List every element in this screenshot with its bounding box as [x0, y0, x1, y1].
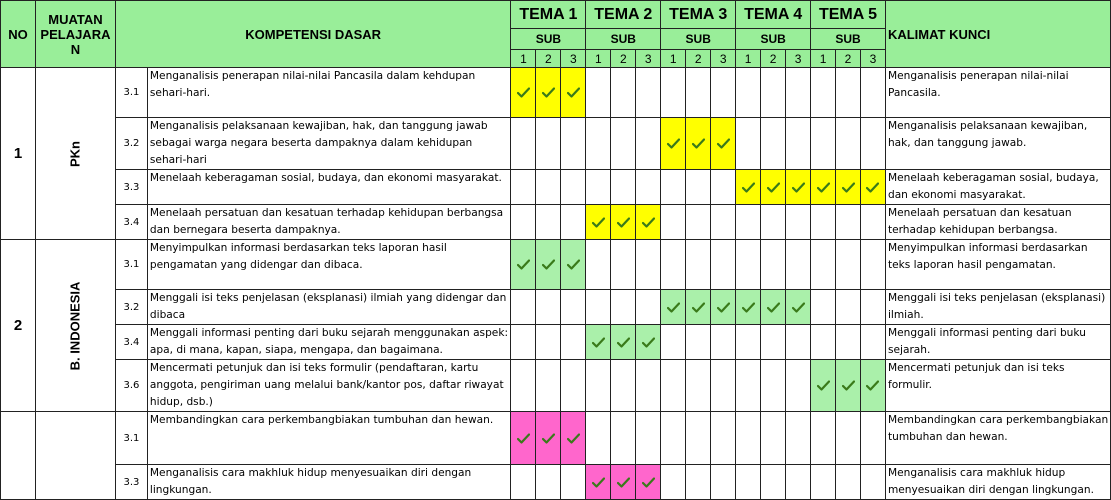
sub-tema-cell [711, 360, 736, 412]
sub-tema-cell [636, 68, 661, 118]
sub-tema-cell [711, 240, 736, 290]
sub-tema-cell [611, 325, 636, 360]
sub-tema-cell [511, 240, 536, 290]
checkmark-icon [592, 337, 605, 348]
sub-tema-cell [736, 290, 761, 325]
sub-tema-cell [786, 325, 811, 360]
sub-tema-cell [511, 412, 536, 465]
checkmark-icon [642, 217, 655, 228]
checkmark-icon [592, 477, 605, 488]
sub-tema-cell [511, 68, 536, 118]
sub-tema-cell [761, 325, 786, 360]
header-sub-number: 1 [586, 50, 611, 68]
sub-tema-cell [561, 118, 586, 170]
checkmark-icon [642, 477, 655, 488]
sub-tema-cell [661, 412, 686, 465]
sub-tema-cell [761, 412, 786, 465]
header-sub-number: 1 [661, 50, 686, 68]
sub-tema-cell [811, 412, 836, 465]
sub-tema-cell [811, 68, 836, 118]
checkmark-icon [717, 138, 730, 149]
sub-tema-cell [861, 240, 886, 290]
sub-tema-cell [561, 68, 586, 118]
sub-tema-cell [611, 118, 636, 170]
sub-tema-cell [711, 412, 736, 465]
sub-tema-cell [661, 205, 686, 240]
kd-number: 3.3 [115, 465, 147, 500]
kd-number: 3.1 [115, 68, 147, 118]
sub-tema-cell [511, 325, 536, 360]
header-sub-number: 3 [711, 50, 736, 68]
sub-tema-cell [661, 170, 686, 205]
sub-tema-cell [586, 290, 611, 325]
sub-tema-cell [661, 118, 686, 170]
sub-tema-cell [861, 205, 886, 240]
sub-tema-cell [786, 412, 811, 465]
sub-tema-cell [761, 465, 786, 500]
header-sub-tema-5: SUB [811, 29, 886, 50]
checkmark-icon [517, 433, 530, 444]
sub-tema-cell [836, 68, 861, 118]
sub-tema-cell [586, 325, 611, 360]
checkmark-icon [742, 302, 755, 313]
sub-tema-cell [861, 412, 886, 465]
sub-tema-cell [861, 118, 886, 170]
sub-tema-cell [661, 360, 686, 412]
checkmark-icon [842, 380, 855, 391]
checkmark-icon [866, 380, 879, 391]
sub-tema-cell [811, 240, 836, 290]
sub-tema-cell [636, 170, 661, 205]
kd-number: 3.6 [115, 360, 147, 412]
kd-description: Menelaah keberagaman sosial, budaya, dan ekonomi masyarakat. [147, 170, 511, 205]
checkmark-icon [717, 302, 730, 313]
sub-tema-cell [686, 290, 711, 325]
sub-tema-cell [561, 205, 586, 240]
sub-tema-cell [586, 360, 611, 412]
header-sub-number: 2 [836, 50, 861, 68]
header-sub-number: 1 [736, 50, 761, 68]
table-row [1, 68, 1111, 118]
sub-tema-cell [611, 360, 636, 412]
kd-description: Mencermati petunjuk dan isi teks formulir (pendaftaran, kartu anggota, pengiriman uang melalui bank/kantor pos, daftar riwayat hidup, dsb.) [147, 360, 511, 412]
sub-tema-cell [811, 325, 836, 360]
sub-tema-cell [586, 170, 611, 205]
sub-tema-cell [561, 360, 586, 412]
table-row [1, 290, 1111, 325]
sub-tema-cell [861, 465, 886, 500]
sub-tema-cell [561, 325, 586, 360]
checkmark-icon [567, 87, 580, 98]
sub-tema-cell [836, 118, 861, 170]
sub-tema-cell [761, 68, 786, 118]
header-tema-3: TEMA 3 [661, 1, 736, 29]
sub-tema-cell [586, 205, 611, 240]
sub-tema-cell [611, 170, 636, 205]
sub-tema-cell [511, 360, 536, 412]
header-muatan-pelajaran: MUATAN PELAJARA N [35, 1, 115, 68]
checkmark-icon [642, 337, 655, 348]
sub-tema-cell [561, 170, 586, 205]
checkmark-icon [667, 302, 680, 313]
sub-tema-cell [561, 465, 586, 500]
row-number: 1 [1, 68, 36, 240]
kalimat-kunci: Menganalisis penerapan nilai-nilai Pancasila. [885, 68, 1110, 118]
sub-tema-cell [711, 465, 736, 500]
sub-tema-cell [861, 290, 886, 325]
checkmark-icon [817, 380, 830, 391]
kalimat-kunci: Menganalisis pelaksanaan kewajiban, hak, dan tanggung jawab. [885, 118, 1110, 170]
header-sub-tema-4: SUB [736, 29, 811, 50]
kd-description: Menganalisis pelaksanaan kewajiban, hak, dan tanggung jawab sebagai warga negara beserta dampaknya dalam kehidupan sehari-hari [147, 118, 511, 170]
sub-tema-cell [636, 360, 661, 412]
table-row [1, 412, 1111, 465]
sub-tema-cell [511, 118, 536, 170]
sub-tema-cell [511, 465, 536, 500]
sub-tema-cell [536, 412, 561, 465]
sub-tema-cell [511, 170, 536, 205]
checkmark-icon [542, 259, 555, 270]
header-sub-number: 2 [611, 50, 636, 68]
sub-tema-cell [836, 360, 861, 412]
sub-tema-cell [661, 68, 686, 118]
sub-tema-cell [536, 118, 561, 170]
sub-tema-cell [611, 205, 636, 240]
header-sub-number: 3 [561, 50, 586, 68]
kd-number: 3.2 [115, 118, 147, 170]
sub-tema-cell [711, 170, 736, 205]
sub-tema-cell [811, 290, 836, 325]
sub-tema-cell [586, 412, 611, 465]
sub-tema-cell [611, 240, 636, 290]
sub-tema-cell [636, 205, 661, 240]
sub-tema-cell [611, 465, 636, 500]
subject-cell [35, 68, 115, 240]
sub-tema-cell [836, 205, 861, 240]
sub-tema-cell [636, 240, 661, 290]
sub-tema-cell [761, 205, 786, 240]
sub-tema-cell [586, 68, 611, 118]
checkmark-icon [866, 182, 879, 193]
sub-tema-cell [711, 205, 736, 240]
sub-tema-cell [536, 205, 561, 240]
sub-tema-cell [786, 68, 811, 118]
kd-number: 3.1 [115, 412, 147, 465]
checkmark-icon [792, 182, 805, 193]
subject-label: B. INDONESIA [67, 281, 83, 370]
subject-cell [35, 412, 115, 500]
sub-tema-cell [736, 68, 761, 118]
checkmark-icon [617, 337, 630, 348]
sub-tema-cell [636, 290, 661, 325]
sub-tema-cell [711, 118, 736, 170]
sub-tema-cell [611, 412, 636, 465]
checkmark-icon [842, 182, 855, 193]
checkmark-icon [517, 87, 530, 98]
sub-tema-cell [636, 465, 661, 500]
sub-tema-cell [536, 360, 561, 412]
sub-tema-cell [836, 325, 861, 360]
kalimat-kunci: Menelaah persatuan dan kesatuan terhadap kehidupan berbangsa. [885, 205, 1110, 240]
kd-description: Menganalisis cara makhluk hidup menyesuaikan diri dengan lingkungan. [147, 465, 511, 500]
header-tema-5: TEMA 5 [811, 1, 886, 29]
sub-tema-cell [736, 465, 761, 500]
kd-number: 3.1 [115, 240, 147, 290]
sub-tema-cell [536, 325, 561, 360]
checkmark-icon [592, 217, 605, 228]
header-no: NO [1, 1, 36, 68]
table-row [1, 118, 1111, 170]
header-kompetensi-dasar: KOMPETENSI DASAR [115, 1, 511, 68]
sub-tema-cell [561, 290, 586, 325]
sub-tema-cell [536, 170, 561, 205]
sub-tema-cell [611, 68, 636, 118]
table-row [1, 170, 1111, 205]
table-row [1, 360, 1111, 412]
kd-number: 3.4 [115, 205, 147, 240]
sub-tema-cell [536, 240, 561, 290]
sub-tema-cell [836, 412, 861, 465]
sub-tema-cell [861, 360, 886, 412]
sub-tema-cell [661, 465, 686, 500]
sub-tema-cell [836, 170, 861, 205]
kd-number: 3.4 [115, 325, 147, 360]
sub-tema-cell [711, 68, 736, 118]
row-number: 2 [1, 240, 36, 412]
sub-tema-cell [661, 290, 686, 325]
sub-tema-cell [761, 170, 786, 205]
checkmark-icon [767, 182, 780, 193]
sub-tema-cell [786, 360, 811, 412]
sub-tema-cell [761, 118, 786, 170]
sub-tema-cell [761, 360, 786, 412]
sub-tema-cell [636, 118, 661, 170]
kalimat-kunci: Menyimpulkan informasi berdasarkan teks laporan hasil pengamatan. [885, 240, 1110, 290]
sub-tema-cell [811, 465, 836, 500]
sub-tema-cell [536, 68, 561, 118]
sub-tema-cell [786, 170, 811, 205]
sub-tema-cell [686, 68, 711, 118]
header-sub-number: 1 [811, 50, 836, 68]
kalimat-kunci: Membandingkan cara perkembangbiakan tumbuhan dan hewan. [885, 412, 1110, 465]
checkmark-icon [517, 259, 530, 270]
sub-tema-cell [511, 290, 536, 325]
kd-description: Menganalisis penerapan nilai-nilai Pancasila dalam kehdupan sehari-hari. [147, 68, 511, 118]
checkmark-icon [667, 138, 680, 149]
kd-description: Menggali informasi penting dari buku sejarah menggunakan aspek: apa, di mana, kapan, siapa, mengapa, dan bagaimana. [147, 325, 511, 360]
sub-tema-cell [786, 240, 811, 290]
sub-tema-cell [586, 240, 611, 290]
sub-tema-cell [736, 325, 761, 360]
sub-tema-cell [536, 465, 561, 500]
sub-tema-cell [861, 325, 886, 360]
checkmark-icon [817, 182, 830, 193]
sub-tema-cell [736, 170, 761, 205]
header-kalimat-kunci: KALIMAT KUNCI [885, 1, 1110, 68]
sub-tema-cell [736, 205, 761, 240]
sub-tema-cell [686, 170, 711, 205]
checkmark-icon [542, 87, 555, 98]
header-sub-number: 2 [761, 50, 786, 68]
sub-tema-cell [736, 360, 761, 412]
sub-tema-cell [636, 412, 661, 465]
sub-tema-cell [811, 118, 836, 170]
subject-label: PKn [67, 140, 83, 167]
header-sub-number: 2 [686, 50, 711, 68]
table-row [1, 205, 1111, 240]
header-sub-number: 3 [636, 50, 661, 68]
checkmark-icon [692, 302, 705, 313]
kalimat-kunci: Mencermati petunjuk dan isi teks formulir. [885, 360, 1110, 412]
sub-tema-cell [811, 205, 836, 240]
kd-number: 3.2 [115, 290, 147, 325]
subject-cell [35, 240, 115, 412]
checkmark-icon [792, 302, 805, 313]
sub-tema-cell [586, 118, 611, 170]
checkmark-icon [542, 433, 555, 444]
sub-tema-cell [661, 325, 686, 360]
header-sub-tema-3: SUB [661, 29, 736, 50]
kd-description: Menggali isi teks penjelasan (eksplanasi) ilmiah yang didengar dan dibaca [147, 290, 511, 325]
sub-tema-cell [686, 118, 711, 170]
sub-tema-cell [711, 325, 736, 360]
checkmark-icon [767, 302, 780, 313]
table-row [1, 240, 1111, 290]
sub-tema-cell [836, 465, 861, 500]
sub-tema-cell [536, 290, 561, 325]
sub-tema-cell [561, 412, 586, 465]
sub-tema-cell [561, 240, 586, 290]
sub-tema-cell [586, 465, 611, 500]
sub-tema-cell [711, 290, 736, 325]
table-row [1, 465, 1111, 500]
sub-tema-cell [686, 240, 711, 290]
kd-description: Menyimpulkan informasi berdasarkan teks laporan hasil pengamatan yang didengar dan dibaca. [147, 240, 511, 290]
kalimat-kunci: Menelaah keberagaman sosial, budaya, dan ekonomi masyarakat. [885, 170, 1110, 205]
header-sub-number: 1 [511, 50, 536, 68]
sub-tema-cell [686, 325, 711, 360]
sub-tema-cell [686, 412, 711, 465]
checkmark-icon [567, 433, 580, 444]
header-sub-tema-2: SUB [586, 29, 661, 50]
sub-tema-cell [861, 68, 886, 118]
sub-tema-cell [811, 360, 836, 412]
sub-tema-cell [761, 290, 786, 325]
sub-tema-cell [661, 240, 686, 290]
sub-tema-cell [611, 290, 636, 325]
header-sub-number: 2 [536, 50, 561, 68]
kd-description: Menelaah persatuan dan kesatuan terhadap kehidupan berbangsa dan bernegara beserta dampaknya. [147, 205, 511, 240]
header-sub-number: 3 [786, 50, 811, 68]
table-row [1, 325, 1111, 360]
header-tema-1: TEMA 1 [511, 1, 586, 29]
row-number [1, 412, 36, 500]
sub-tema-cell [511, 205, 536, 240]
checkmark-icon [617, 477, 630, 488]
header-tema-2: TEMA 2 [586, 1, 661, 29]
sub-tema-cell [836, 290, 861, 325]
header-sub-number: 3 [861, 50, 886, 68]
checkmark-icon [567, 259, 580, 270]
sub-tema-cell [636, 325, 661, 360]
sub-tema-cell [811, 170, 836, 205]
sub-tema-cell [686, 360, 711, 412]
checkmark-icon [692, 138, 705, 149]
kd-description: Membandingkan cara perkembangbiakan tumbuhan dan hewan. [147, 412, 511, 465]
sub-tema-cell [686, 205, 711, 240]
sub-tema-cell [836, 240, 861, 290]
kd-number: 3.3 [115, 170, 147, 205]
sub-tema-cell [736, 118, 761, 170]
kalimat-kunci: Menggali isi teks penjelasan (eksplanasi) ilmiah. [885, 290, 1110, 325]
sub-tema-cell [861, 170, 886, 205]
sub-tema-cell [736, 412, 761, 465]
sub-tema-cell [761, 240, 786, 290]
sub-tema-cell [786, 118, 811, 170]
checkmark-icon [617, 217, 630, 228]
sub-tema-cell [786, 465, 811, 500]
sub-tema-cell [786, 290, 811, 325]
kalimat-kunci: Menganalisis cara makhluk hidup menyesuaikan diri dengan lingkungan. [885, 465, 1110, 500]
checkmark-icon [742, 182, 755, 193]
sub-tema-cell [686, 465, 711, 500]
kalimat-kunci: Menggali informasi penting dari buku sejarah. [885, 325, 1110, 360]
sub-tema-cell [786, 205, 811, 240]
header-tema-4: TEMA 4 [736, 1, 811, 29]
sub-tema-cell [736, 240, 761, 290]
header-sub-tema-1: SUB [511, 29, 586, 50]
